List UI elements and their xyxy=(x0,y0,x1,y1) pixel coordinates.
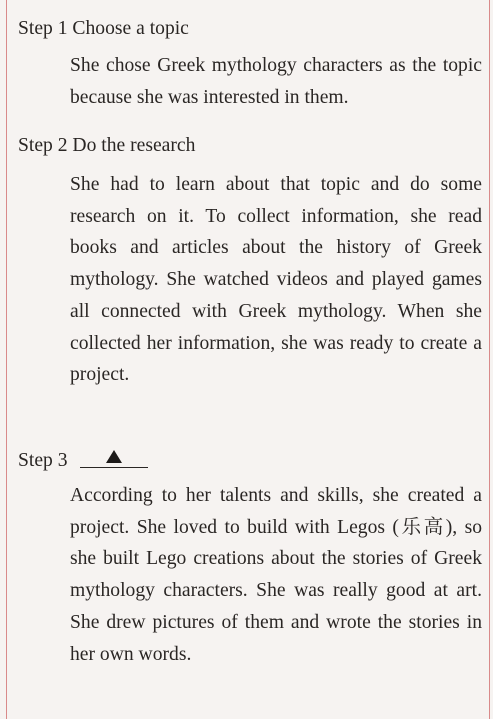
step-1-heading: Step 1 Choose a topic xyxy=(18,18,189,39)
triangle-icon xyxy=(106,450,122,463)
answer-blank xyxy=(80,445,148,468)
step-1-paragraph xyxy=(18,50,482,113)
step-3-text: According to her talents and skills, she created a project. She loved to build with Legos (乐高), so she built Lego creations about the stories of Greek mythology characters. She was really good at art. She drew pictures of them and wrote the stories in her own words. xyxy=(70,485,482,665)
step-3-heading: Step 3 xyxy=(18,450,68,471)
step-3-paragraph xyxy=(18,480,482,670)
step-2-heading: Step 2 Do the research xyxy=(18,135,196,156)
step-2-paragraph xyxy=(18,169,482,391)
step-1-text: She chose Greek mythology characters as the topic because she was interested in them. xyxy=(70,55,482,108)
step-3-heading-row xyxy=(18,445,148,473)
step-2-text: She had to learn about that topic and do some research on it. To collect information, she read books and articles about the history of Greek mythology. She watched videos and played games all connected with Greek mythology. When she collected her information, she was ready to create a project. xyxy=(70,174,482,386)
